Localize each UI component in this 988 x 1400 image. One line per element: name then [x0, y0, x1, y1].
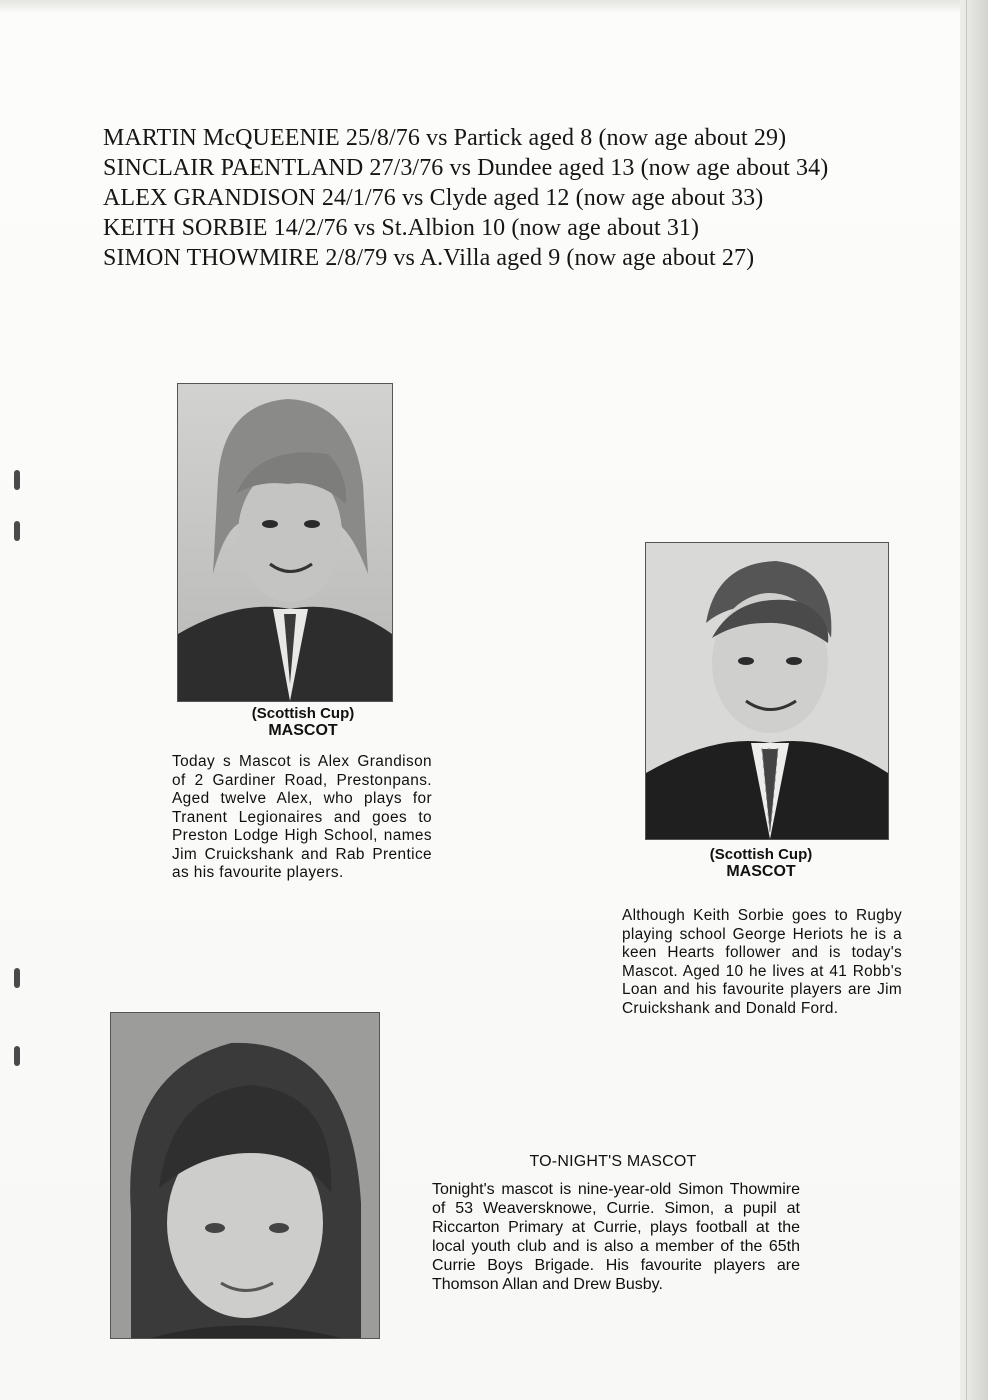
simon-caption-text: Tonight's mascot is nine-year-old Simon Thowmire of 53 Weaversknowe, Currie. Simon, a pupil at Riccarton Primary at Currie, plays football at the local youth club and is also a member of the 65th Currie Boys Brigade. His favourite players are Thomson Allan and Drew Busby. [432, 1181, 800, 1293]
roster-line: MARTIN McQUEENIE 25/8/76 vs Partick aged 8 (now age about 29) [103, 125, 787, 151]
binder-hole-mark [14, 968, 20, 988]
keith-caption-text: Although Keith Sorbie goes to Rugby playing school George Heriots he is a keen Hearts follower and is today's Mascot. Aged 10 he lives at 41 Robb's Loan and his favourite players are Jim Cruickshank and Donald Ford. [622, 907, 902, 1017]
alex-heading-line2: MASCOT [268, 722, 338, 739]
roster-line: ALEX GRANDISON 24/1/76 vs Clyde aged 12 (now age about 33) [103, 185, 764, 211]
keith-heading-line2: MASCOT [726, 863, 796, 880]
roster-line: SIMON THOWMIRE 2/8/79 vs A.Villa aged 9 (now age about 27) [103, 245, 755, 271]
roster-line: SINCLAIR PAENTLAND 27/3/76 vs Dundee aged 13 (now age about 34) [103, 155, 829, 181]
alex-caption-text: Today s Mascot is Alex Grandison of 2 Gardiner Road, Prestonpans. Aged twelve Alex, who plays for Tranent Legionaires and goes to Preston Lodge High School, names Jim Cruickshank and Rab Prentice as his favourite players. [172, 753, 432, 881]
page-right-edge [960, 0, 988, 1400]
binder-hole-mark [14, 470, 20, 490]
alex-caption-heading [228, 705, 378, 739]
keith-heading-line1: (Scottish Cup) [709, 846, 813, 863]
alex-heading-line1: (Scottish Cup) [251, 705, 355, 722]
binder-hole-mark [14, 1046, 20, 1066]
photo-simon-thowmire [110, 1012, 380, 1339]
keith-caption-heading [686, 846, 836, 880]
simon-caption-heading: TO-NIGHT'S MASCOT [529, 1153, 697, 1170]
mascot-roster [103, 123, 923, 273]
photo-alex-grandison [177, 383, 393, 702]
photo-keith-sorbie [645, 542, 889, 840]
page-top-shadow [0, 0, 988, 12]
binder-hole-mark [14, 521, 20, 541]
roster-line: KEITH SORBIE 14/2/76 vs St.Albion 10 (now age about 31) [103, 215, 700, 241]
